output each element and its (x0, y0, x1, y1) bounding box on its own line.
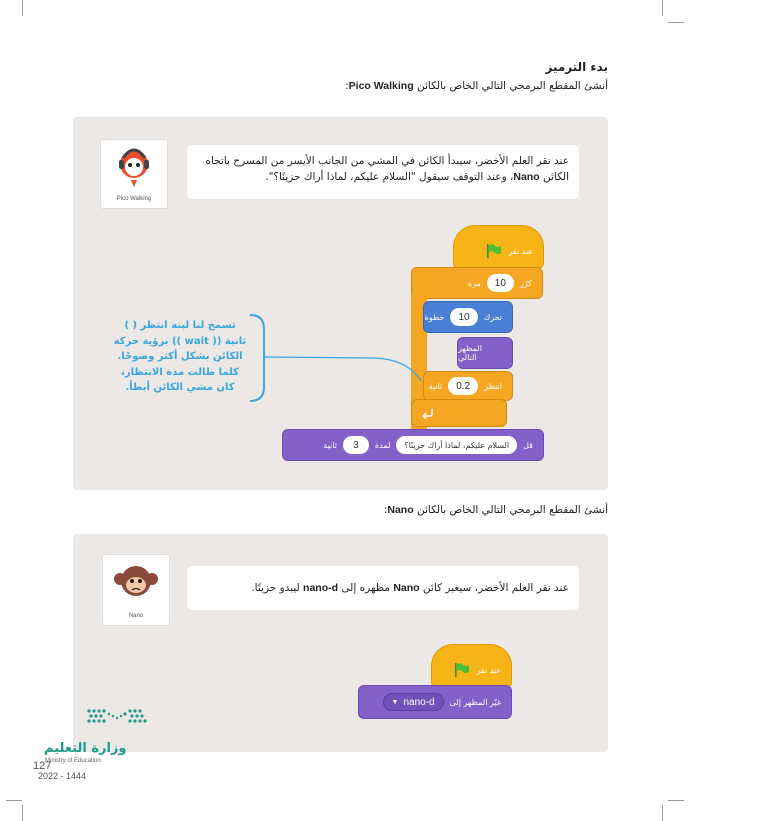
code-panel-pico (73, 117, 608, 490)
edition-year: 2022 - 1444 (38, 771, 87, 781)
intro-nano: أنشئ المقطع البرمجي التالي الخاص بالكائن Nano: (383, 504, 608, 516)
say-text-input[interactable]: السلام عليكم، لماذا أراك حزينًا؟ (396, 436, 517, 454)
next-costume-block[interactable]: المظهر التالي (457, 337, 513, 369)
crop-mark (662, 0, 663, 16)
nano-character-icon (103, 555, 169, 607)
crop-mark (22, 0, 23, 16)
page-number: 127 (33, 760, 52, 772)
sprite-name: Pico Walking (116, 196, 152, 202)
green-flag-icon (454, 663, 470, 677)
crop-mark (668, 22, 684, 23)
move-steps-block[interactable]: خطوة 10 تحرك (423, 301, 513, 333)
crop-mark (668, 800, 684, 801)
say-for-seconds-block[interactable]: ثانية 3 لمدة السلام عليكم، لماذا أراك حزينًا؟ قل (282, 429, 544, 461)
speech-bubble: عند نقر العلم الأخضر، سيغير كائن Nano مظهره إلى nano-d ليبدو حزينًا. (187, 566, 579, 610)
wait-seconds-input[interactable]: 0.2 (448, 377, 478, 395)
say-seconds-input[interactable]: 3 (343, 436, 369, 454)
sprite-name: Nano (128, 613, 144, 619)
crop-mark (662, 805, 663, 821)
move-steps-input[interactable]: 10 (450, 308, 477, 326)
sprite-card-nano[interactable] (102, 554, 170, 626)
costume-dropdown[interactable]: ▼ nano-d (383, 693, 444, 711)
when-flag-clicked-block[interactable]: عند نقر (431, 644, 512, 688)
intro-pico: أنشئ المقطع البرمجي التالي الخاص بالكائن Pico Walking: (345, 80, 608, 92)
repeat-block[interactable]: مرة 10 كرّر (411, 267, 543, 299)
speech-bubble: عند نقر العلم الأخضر، سيبدأ الكائن في المشي من الجانب الأيسر من المسرح باتجاه الكائن Nano، وعند التوقف سيقول "السلام عليكم، لماذا أراك حزينًا؟". (187, 145, 579, 199)
repeat-count-input[interactable]: 10 (487, 274, 514, 292)
crop-mark (22, 805, 23, 821)
when-flag-clicked-block[interactable]: عند نقر (453, 225, 544, 269)
chevron-down-icon: ▼ (391, 698, 399, 706)
section-title: بدء الترميز (545, 60, 608, 74)
ministry-name-en: Ministry of Education (45, 758, 101, 764)
ministry-name-ar: وزارة التعليم (44, 741, 127, 756)
ministry-logo-icon (33, 703, 165, 733)
wait-block[interactable]: ثانية 0.2 انتظر (423, 371, 513, 401)
callout-connector (73, 117, 608, 490)
switch-costume-block[interactable]: ▼ nano-d غيّر المظهر إلى (358, 685, 512, 719)
crop-mark (6, 800, 22, 801)
wait-callout: تسمح لنا لبنة انتظر ( ) ثانية (( wait )) برؤية حركة الكائن بشكل أكثر وضوحًا. كلما طالت مدة الانتظار، كان مشي الكائن أبطأ. (113, 320, 247, 393)
